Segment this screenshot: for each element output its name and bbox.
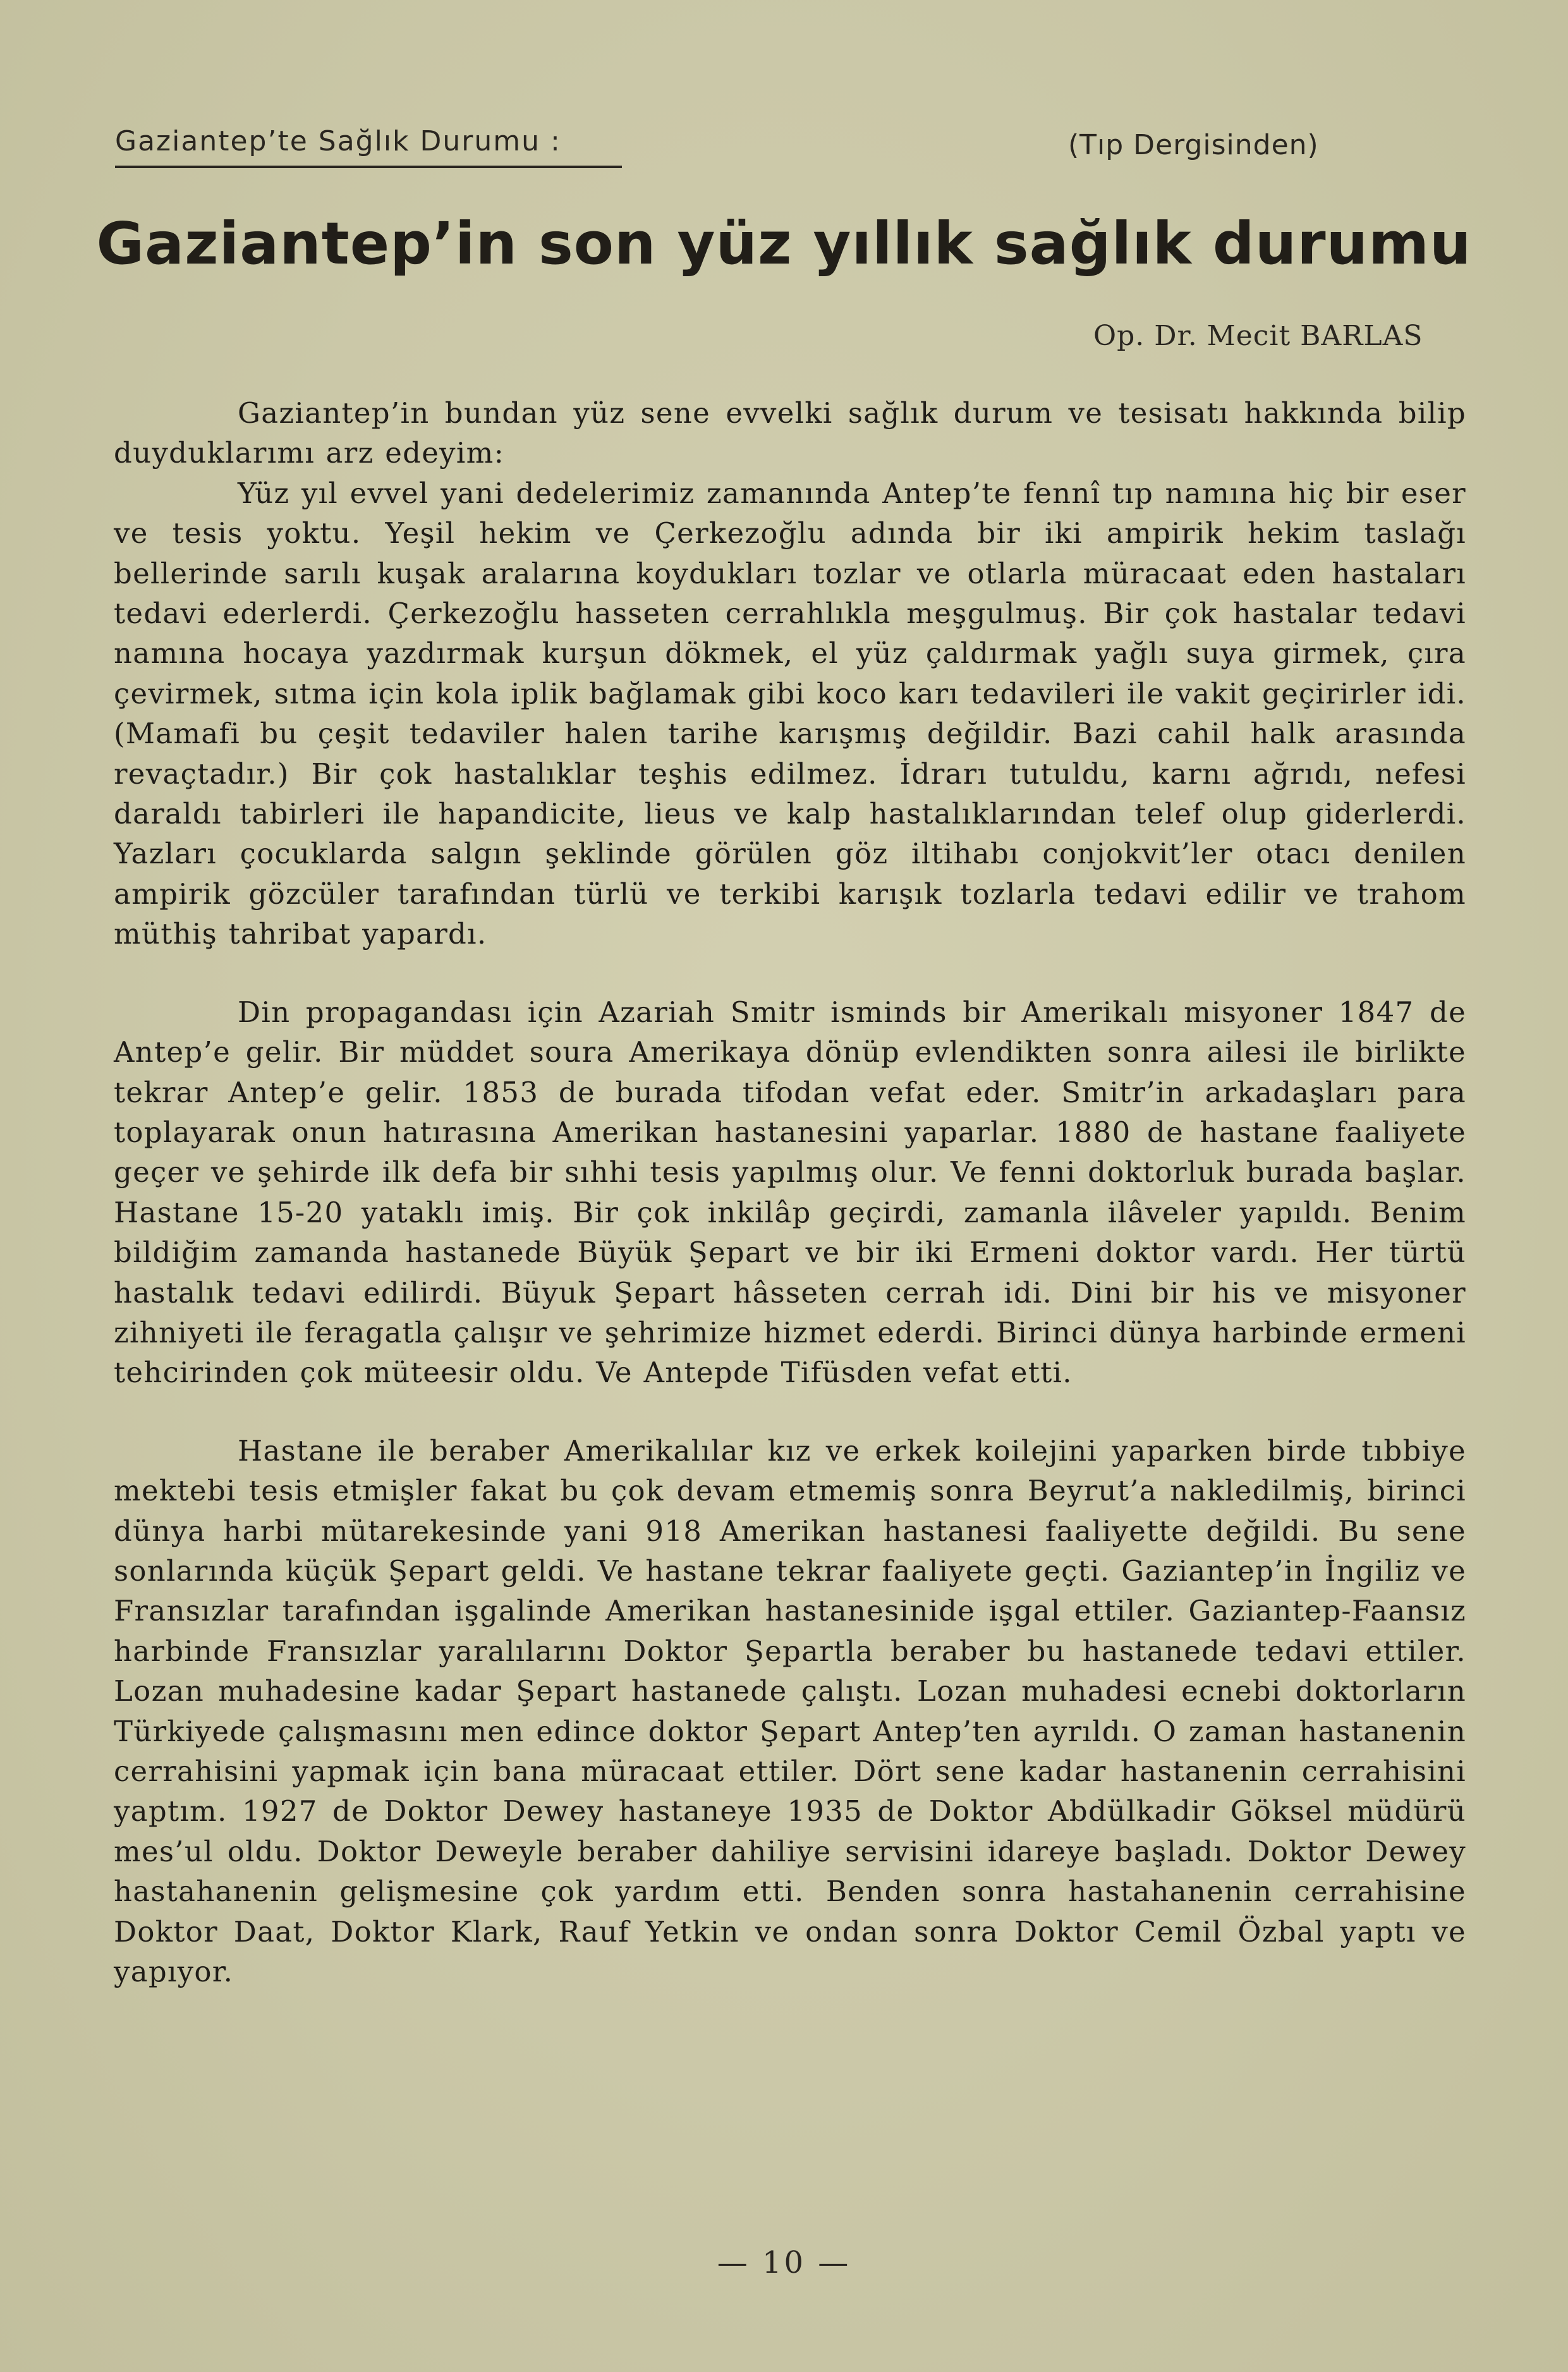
paragraph-gap [114,954,1466,992]
paragraph-intro: Gaziantep’in bundan yüz sene evvelki sağlık durum ve tesisatı hakkında bilip duyduklarımı arz edeyim: [114,396,1466,470]
article-body [114,393,1466,1992]
paragraph-american-hospital: Din propagandası için Azariah Smitr isminds bir Amerikalı misyoner 1847 de Antep’e gelir. Bir müddet soura Amerikaya dönüp evlendikten sonra ailesi ile birlikte tekrar Antep’e gelir. 1853 de burada tifodan vefat eder. Smitr’in arkadaşları para toplayarak onun hatırasına Amerikan hastanesini yaparlar. 1880 de hastane faaliyete geçer ve şehirde ilk defa bir sıhhi tesis yapılmış olur. Ve fenni doktorluk burada başlar. Hastane 15-20 yataklı imiş. Bir çok inkilâp geçirdi, zamanla ilâveler yapıldı. Benim bildiğim zamanda hastanede Büyük Şepart ve bir iki Ermeni doktor vardı. Her türtü hastalık tedavi edilirdi. Büyuk Şepart hâsseten cerrah idi. Dini bir his ve misyoner zihniyeti ile feragatla çalışır ve şehrimize hizmet ederdi. Birinci dünya harbinde ermeni tehcirinden çok müteesir oldu. Ve Antepde Tifüsden vefat etti. [114,995,1466,1390]
article-author: Op. Dr. Mecit BARLAS [1093,320,1423,352]
running-header-title: Gaziantep’te Sağlık Durumu : [115,125,561,157]
paragraph-gap [114,1393,1466,1431]
paragraph-hospital-history: Hastane ile beraber Amerikalılar kız ve erkek koilejini yaparken birde tıbbiye mektebi tesis etmişler fakat bu çok devam etmemiş sonra Beyrut’a nakledilmiş, birinci dünya harbi mütarekesinde yani 918 Amerikan hastanesi faaliyette değildi. Bu sene sonlarında küçük Şepart geldi. Ve hastane tekrar faaliyete geçti. Gaziantep’in İngiliz ve Fransızlar tarafından işgalinde Amerikan hastanesinide işgal ettiler. Gaziantep-Faansız harbinde Fransızlar yaralılarını Doktor Şepartla beraber bu hastanede tedavi ettiler. Lozan muhadesine kadar Şepart hastanede çalıştı. Lozan muhadesi ecnebi doktorların Türkiyede çalışmasını men edince doktor Şepart Antep’ten ayrıldı. O zaman hastanenin cerrahisini yapmak için bana müracaat ettiler. Dört sene kadar hastanenin cerrahisini yaptım. 1927 de Doktor Dewey hastaneye 1935 de Doktor Abdülkadir Göksel müdürü mes’ul oldu. Doktor Deweyle beraber dahiliye servisini idareye başladı. Doktor Dewey hastahanenin gelişmesine çok yardım etti. Benden sonra hastahanenin cerrahisine Doktor Daat, Doktor Klark, Rauf Yetkin ve ondan sonra Doktor Cemil Özbal yaptı ve yapıyor. [114,1433,1466,1989]
header-underline [115,166,622,168]
page-number: — 10 — [717,2245,851,2280]
article-title: Gaziantep’in son yüz yıllık sağlık durumu [96,210,1472,277]
paragraph-early-medicine: Yüz yıl evvel yani dedelerimiz zamanında Antep’te fennî tıp namına hiç bir eser ve tesis yoktu. Yeşil hekim ve Çerkezoğlu adında bir iki ampirik hekim taslağı bellerinde sarılı kuşak aralarına koydukları tozlar ve otlarla müracaat eden hastaları tedavi ederlerdi. Çerkezoğlu hasseten cerrahlıkla meşgulmuş. Bir çok hastalar tedavi namına hocaya yazdırmak kurşun dökmek, el yüz çaldırmak yağlı suya girmek, çıra çevirmek, sıtma için kola iplik bağlamak gibi koco karı tedavileri ile vakit geçirirler idi. (Mamafi bu çeşit tedaviler halen tarihe karışmış değildir. Bazi cahil halk arasında revaçtadır.) Bir çok hastalıklar teşhis edilmez. İdrarı tutuldu, karnı ağrıdı, nefesi daraldı tabirleri ile hapandicite, lieus ve kalp hastalıklarından telef olup giderlerdi. Yazları çocuklarda salgın şeklinde görülen göz iltihabı conjokvit’ler otacı denilen ampirik gözcüler tarafından türlü ve terkibi karışık tozlarla tedavi edilir ve trahom müthiş tahribat yapardı. [114,476,1466,951]
running-header-source: (Tıp Dergisinden) [1068,129,1319,161]
